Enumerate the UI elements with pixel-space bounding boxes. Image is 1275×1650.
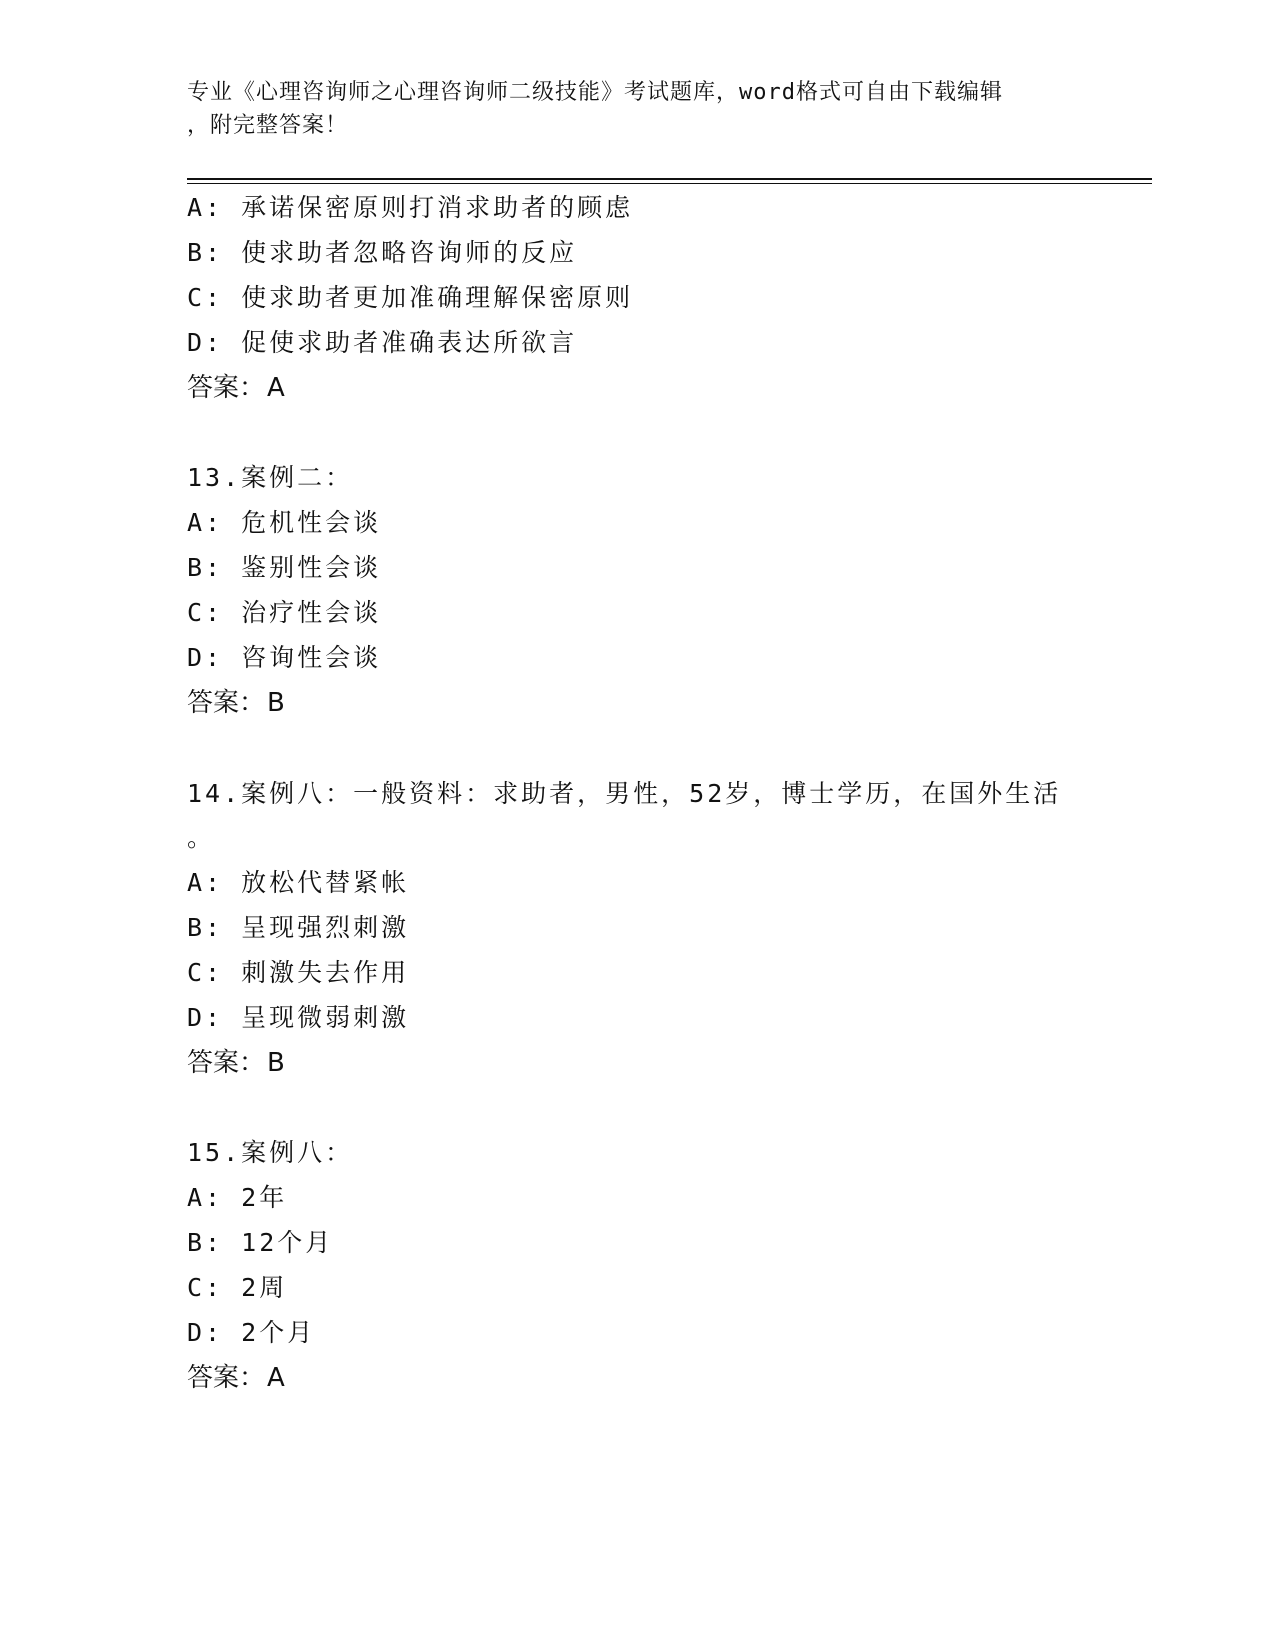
q14-option-b: B: 呈现强烈刺激 — [187, 913, 410, 942]
q15-option-c: C: 2周 — [187, 1273, 288, 1302]
q14-option-a: A: 放松代替紧帐 — [187, 868, 410, 897]
answer-label: 答案： — [187, 373, 266, 403]
q13-option-c: C: 治疗性会谈 — [187, 598, 382, 627]
q13-option-a: A: 危机性会谈 — [187, 508, 382, 537]
q14-option-d: D: 呈现微弱刺激 — [187, 1003, 410, 1032]
q15-title: 15.案例八： — [187, 1138, 354, 1167]
header-rule-thick — [187, 178, 1152, 180]
document-header — [187, 76, 1077, 142]
answer-label: 答案： — [187, 1048, 266, 1078]
q14-title-line-1: 14.案例八：一般资料：求助者，男性，52岁，博士学历，在国外生活 — [187, 779, 1062, 808]
q14-title-line-2: 。 — [187, 823, 216, 852]
q12-option-b: B: 使求助者忽略咨询师的反应 — [187, 238, 578, 267]
header-line-2: ，附完整答案！ — [187, 113, 349, 138]
q12-option-c: C: 使求助者更加准确理解保密原则 — [187, 283, 634, 312]
q13-option-d: D: 咨询性会谈 — [187, 643, 382, 672]
header-rule-thin — [187, 183, 1152, 184]
q12-answer — [187, 372, 285, 404]
q13-title: 13.案例二： — [187, 463, 354, 492]
answer-label: 答案： — [187, 1363, 266, 1393]
q13-option-b: B: 鉴别性会谈 — [187, 553, 382, 582]
q15-option-a: A: 2年 — [187, 1183, 288, 1212]
q14-option-c: C: 刺激失去作用 — [187, 958, 410, 987]
q15-option-b: B: 12个月 — [187, 1228, 334, 1257]
header-line-1: 专业《心理咨询师之心理咨询师二级技能》考试题库，word格式可自由下载编辑 — [187, 80, 1003, 105]
q12-option-a: A: 承诺保密原则打消求助者的顾虑 — [187, 193, 634, 222]
q12-option-d: D: 促使求助者准确表达所欲言 — [187, 328, 578, 357]
answer-value: B — [267, 1048, 285, 1078]
q15-option-d: D: 2个月 — [187, 1318, 316, 1347]
answer-label: 答案： — [187, 688, 266, 718]
q15-answer — [187, 1362, 285, 1394]
answer-value: B — [267, 688, 285, 718]
q14-answer — [187, 1047, 285, 1079]
answer-value: A — [267, 1363, 285, 1393]
q13-answer — [187, 687, 285, 719]
answer-value: A — [267, 373, 285, 403]
